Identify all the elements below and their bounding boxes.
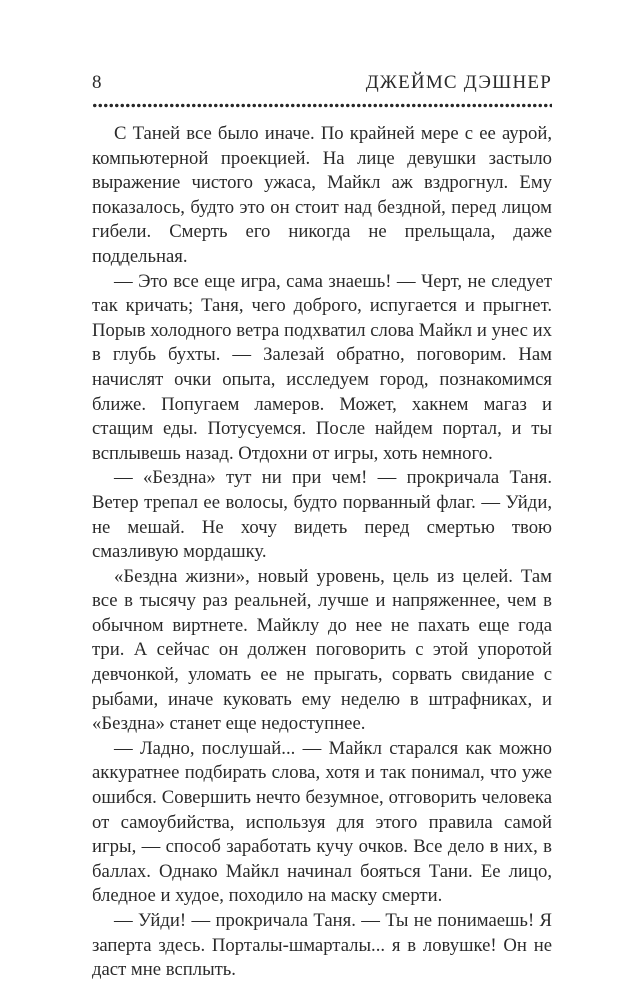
author-name: ДЖЕЙМС ДЭШНЕР: [365, 72, 552, 93]
paragraph: — Уйди! — прокричала Таня. — Ты не понимаешь! Я заперта здесь. Порталы-шмарталы... я в ловушке! Он не даст мне всплыть.: [92, 910, 552, 981]
paragraph: «Бездна жизни», новый уровень, цель из целей. Там все в тысячу раз реальней, лучше и напряженнее, чем в обычном виртнете. Майклу до нее не пахать еще года три. А сейчас он должен поговорить с этой упоротой девчонкой, уломать ее не прыгать, сорвать свидание с рыбами, иначе куковать ему неделю в штрафниках, и «Бездна» станет еще недоступнее.: [92, 565, 552, 735]
book-page: [92, 70, 552, 983]
dotted-divider: [92, 103, 552, 108]
paragraph: — Это все еще игра, сама знаешь! — Черт, не следует так кричать; Таня, чего доброго, испугается и прыгнет. Порыв холодного ветра подхватил слова Майкл и унес их в глубь бухты. — Залезай обратно, поговорим. Нам начислят очки опыта, исследуем город, познакомимся ближе. Попугаем ламеров. Может, хакнем магаз и стащим еды. Потусуемся. После найдем портал, и ты всплывешь назад. Отдохни от игры, хоть немного.: [92, 270, 552, 464]
page-number: 8: [92, 72, 102, 93]
paragraph: С Таней все было иначе. По крайней мере с ее аурой, компьютерной проекцией. На лице девушки застыло выражение чистого ужаса, Майкл аж вздрогнул. Ему показалось, будто это он стоит над бездной, перед лицом гибели. Смерть его никогда не прельщала, даже поддельная.: [92, 123, 552, 267]
running-header: [92, 70, 552, 96]
paragraph: — «Бездна» тут ни при чем! — прокричала Таня. Ветер трепал ее волосы, будто порванный флаг. — Уйди, не мешай. Не хочу видеть перед смертью твою смазливую мордашку.: [92, 467, 552, 563]
paragraph: — Ладно, послушай... — Майкл старался как можно аккуратнее подбирать слова, хотя и так понимал, что уже ошибся. Совершить нечто безумное, отговорить человека от самоубийства, используя для этого правила самой игры, — способ заработать кучу очков. Все дело в них, в баллах. Однако Майкл начинал бояться Тани. Ее лицо, бледное и худое, походило на маску смерти.: [92, 737, 552, 907]
body-text: [92, 122, 552, 983]
